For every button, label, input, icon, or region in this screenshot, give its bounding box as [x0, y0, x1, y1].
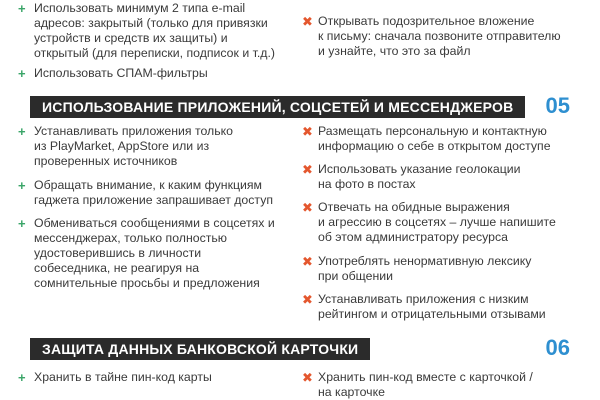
tip-text: Использовать минимум 2 типа e-mail адресов: закрытый (только для привязки устройств и средств их защиты) и открытый (для переписки, подписок и т.д.): [34, 1, 275, 60]
tip-text: Открывать подозрительное вложение к письму: сначала позвоните отправителю и узнайте, что это за файл: [318, 14, 561, 58]
cross-icon: ✖: [302, 14, 313, 29]
tip-dont: [302, 292, 592, 322]
tip-text: Обмениваться сообщениями в соцсетях и мессенджерах, только полностью удостоверившись в личности собеседника, не реагируя на сомнительные просьбы и предложения: [34, 216, 275, 290]
section-number: 05: [545, 93, 570, 118]
tip-text: Обращать внимание, к каким функциям гаджета приложение запрашивает доступ: [34, 178, 273, 207]
tip-text: Размещать персональную и контактную информацию о себе в открытом доступе: [318, 124, 551, 153]
tip-do: [18, 216, 298, 291]
tip-dont: [302, 370, 592, 400]
cross-icon: ✖: [302, 200, 313, 215]
section-number: 06: [545, 335, 570, 360]
cross-icon: ✖: [302, 254, 313, 269]
tip-do: [18, 178, 298, 208]
tip-do: [18, 370, 298, 385]
tip-do: [18, 124, 298, 169]
tip-text: Хранить в тайне пин-код карты: [34, 370, 212, 384]
plus-icon: +: [18, 124, 26, 139]
section-title: ИСПОЛЬЗОВАНИЕ ПРИЛОЖЕНИЙ, СОЦСЕТЕЙ И МЕССЕНДЖЕРОВ: [30, 96, 525, 118]
cross-icon: ✖: [302, 370, 313, 385]
tip-text: Хранить пин-код вместе с карточкой / на карточке: [318, 370, 533, 399]
tip-text: Употреблять ненормативную лексику при общении: [318, 254, 532, 283]
plus-icon: +: [18, 1, 26, 16]
tip-dont: [302, 124, 592, 154]
plus-icon: +: [18, 66, 26, 81]
tip-do: [18, 66, 298, 81]
section-title: ЗАЩИТА ДАННЫХ БАНКОВСКОЙ КАРТОЧКИ: [30, 338, 370, 360]
tip-text: Устанавливать приложения только из PlayMarket, AppStore или из проверенных источников: [34, 124, 233, 168]
tip-text: Использовать указание геолокации на фото в постах: [318, 162, 521, 191]
tip-text: Устанавливать приложения с низким рейтингом и отрицательными отзывами: [318, 292, 546, 321]
plus-icon: +: [18, 216, 26, 231]
section-header: [30, 93, 570, 118]
plus-icon: +: [18, 178, 26, 193]
tip-text: Использовать СПАМ-фильтры: [34, 66, 208, 80]
cross-icon: ✖: [302, 162, 313, 177]
cross-icon: ✖: [302, 292, 313, 307]
cross-icon: ✖: [302, 124, 313, 139]
tip-dont: [302, 162, 592, 192]
tip-dont: [302, 14, 592, 59]
tip-text: Отвечать на обидные выражения и агрессию в соцсетях – лучше напишите об этом администратору ресурса: [318, 200, 556, 244]
tip-dont: [302, 254, 592, 284]
tip-do: [18, 1, 298, 61]
plus-icon: +: [18, 370, 26, 385]
tip-dont: [302, 200, 592, 245]
section-header: [30, 335, 570, 360]
